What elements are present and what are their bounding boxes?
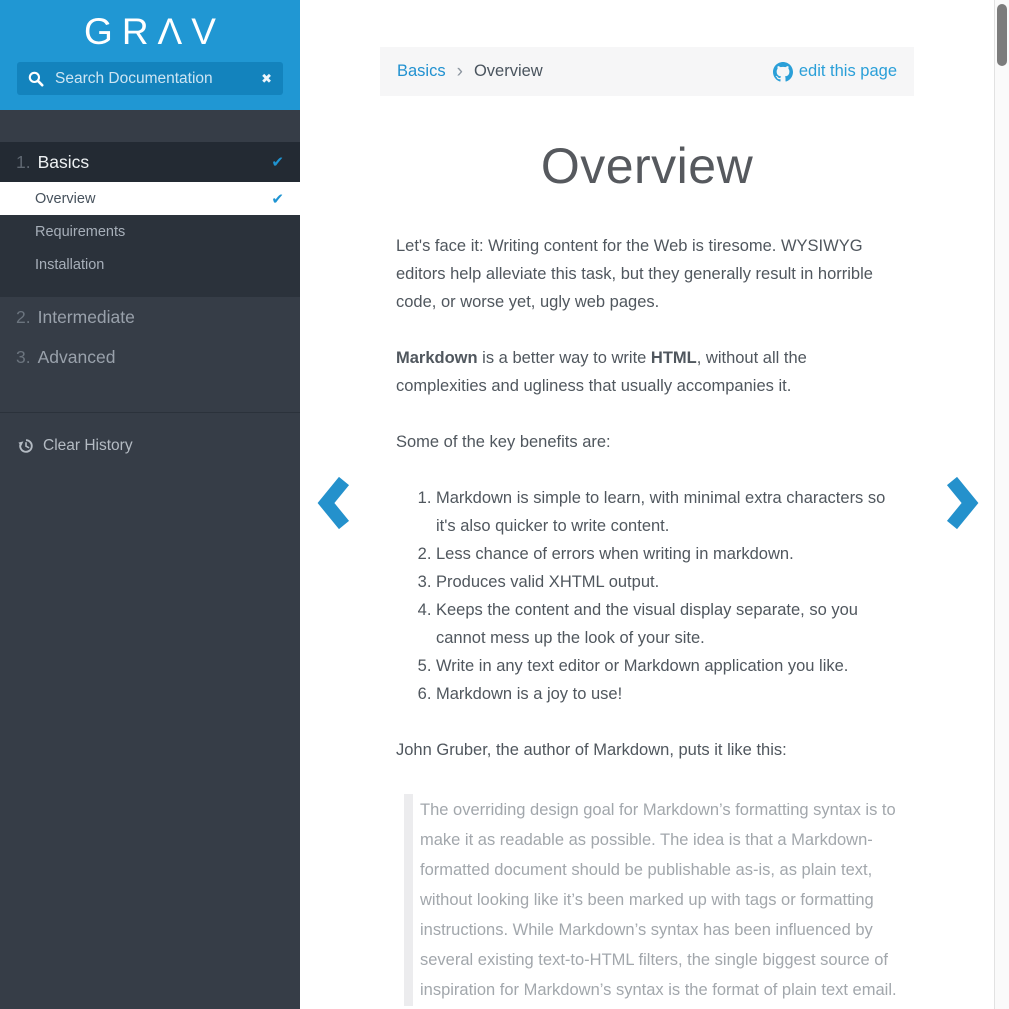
chevron-left-icon bbox=[316, 476, 352, 530]
chevron-right-icon bbox=[944, 476, 980, 530]
check-icon: ✔ bbox=[271, 190, 284, 208]
main-content bbox=[300, 0, 994, 1009]
list-item: 3. Produces valid XHTML output. bbox=[436, 568, 898, 596]
chapter-number: 2. bbox=[16, 306, 31, 327]
paragraph: Some of the key benefits are: bbox=[396, 433, 611, 451]
edit-this-page-link[interactable] bbox=[773, 62, 897, 82]
subitems-spacer bbox=[0, 281, 300, 297]
chapter-number: 1. bbox=[16, 151, 31, 172]
paragraph: John Gruber, the author of Markdown, puts it like this: bbox=[396, 741, 787, 759]
list-item: 5. Write in any text editor or Markdown application you like. bbox=[436, 652, 898, 680]
list-item: 4. Keeps the content and the visual display separate, so you cannot mess up the look of your site. bbox=[436, 596, 898, 652]
list-item: 6. Markdown is a joy to use! bbox=[436, 680, 898, 708]
chapter-number: 3. bbox=[16, 346, 31, 367]
sub-item-label: Overview bbox=[35, 190, 96, 207]
search-clear-icon[interactable]: ✖ bbox=[261, 70, 272, 86]
github-icon bbox=[773, 62, 793, 82]
clear-history-label: Clear History bbox=[43, 437, 133, 454]
sidebar-item-requirements[interactable] bbox=[0, 215, 300, 248]
breadcrumb-current: Overview bbox=[473, 62, 543, 80]
sidebar-item-intermediate[interactable] bbox=[0, 297, 300, 337]
sidebar bbox=[0, 0, 300, 1009]
sidebar-item-overview[interactable] bbox=[0, 182, 300, 215]
chapter-label: Intermediate bbox=[37, 306, 135, 327]
edit-this-page-label: edit this page bbox=[798, 62, 897, 80]
search-input[interactable] bbox=[53, 69, 261, 89]
breadcrumb-separator: › bbox=[456, 61, 463, 82]
sub-item-label: Installation bbox=[35, 256, 105, 273]
article-body bbox=[380, 232, 914, 1006]
breadcrumb-link-basics[interactable]: Basics bbox=[397, 62, 446, 80]
sidebar-nav bbox=[0, 142, 300, 479]
sidebar-header bbox=[0, 0, 300, 110]
sidebar-item-installation[interactable] bbox=[0, 248, 300, 281]
search-box[interactable] bbox=[17, 62, 283, 95]
grav-logo[interactable]: GRΛV bbox=[84, 11, 225, 52]
previous-page-button[interactable] bbox=[316, 476, 352, 530]
clear-history-button[interactable] bbox=[0, 413, 300, 479]
scrollbar-thumb[interactable] bbox=[997, 4, 1007, 66]
paragraph: Markdown is a better way to write HTML, without all the complexities and ugliness that usually accompanies it. bbox=[396, 349, 807, 395]
blockquote: The overriding design goal for Markdown’s formatting syntax is to make it as readable as possible. The idea is that a Markdown-formatted document should be publishable as-is, as plain text, without looking like it’s been marked up with tags or formatting instructions. While Markdown’s syntax has been influenced by several existing text-to-HTML filters, the single biggest source of inspiration for Markdown’s syntax is the format of plain text email. bbox=[404, 794, 898, 1006]
sidebar-item-basics[interactable] bbox=[0, 142, 300, 182]
sub-item-label: Requirements bbox=[35, 223, 126, 240]
sidebar-item-advanced[interactable] bbox=[0, 337, 300, 377]
search-icon bbox=[28, 71, 44, 87]
chapter-label: Advanced bbox=[37, 346, 116, 367]
benefits-list bbox=[396, 484, 898, 708]
scrollbar-track[interactable] bbox=[994, 0, 1009, 1009]
history-icon bbox=[18, 438, 34, 454]
list-item: 1. Markdown is simple to learn, with minimal extra characters so it's also quicker to write content. bbox=[436, 484, 898, 540]
breadcrumb bbox=[380, 47, 914, 96]
paragraph: Let's face it: Writing content for the Web is tiresome. WYSIWYG editors help alleviate this task, but they generally result in horrible code, or worse yet, ugly web pages. bbox=[396, 237, 873, 311]
next-page-button[interactable] bbox=[944, 476, 980, 530]
check-icon: ✔ bbox=[271, 154, 284, 171]
chapter-label: Basics bbox=[37, 151, 90, 172]
page-title: Overview bbox=[540, 138, 754, 194]
list-item: 2. Less chance of errors when writing in markdown. bbox=[436, 540, 898, 568]
